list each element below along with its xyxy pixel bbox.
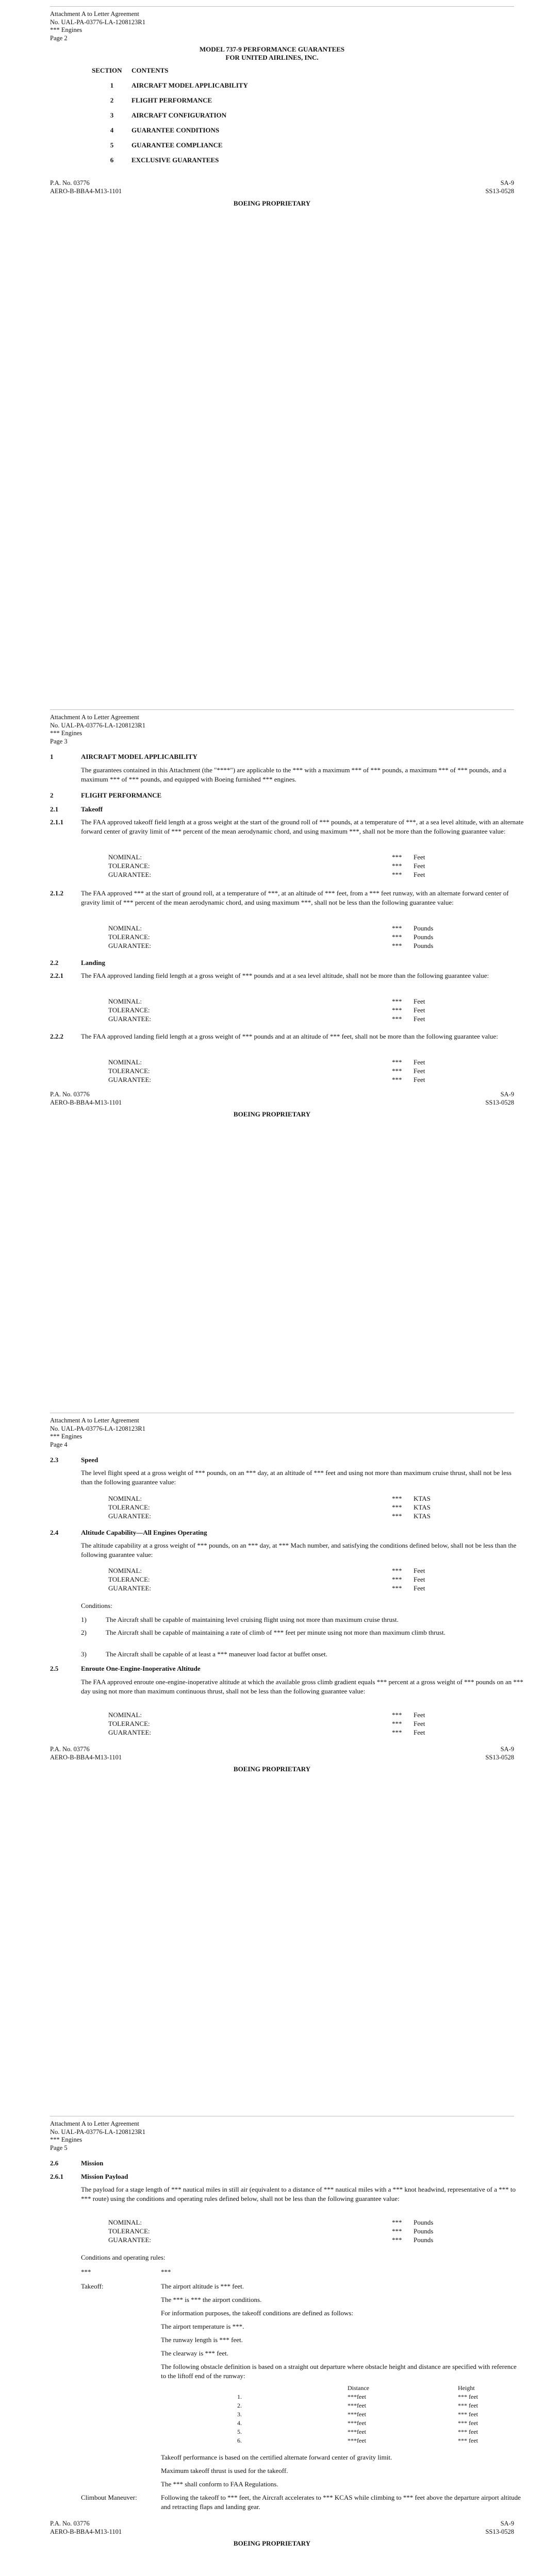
list-item: The Aircraft shall be capable of maintaining a rate of climb of *** feet per minute using not more than maximum climb thrust. [106, 1629, 446, 1636]
climbout-label: Climbout Maneuver: [81, 2494, 137, 2501]
toc-contents-heading: CONTENTS [131, 66, 169, 74]
page-number: Page 5 [50, 2144, 68, 2151]
document-page: Attachment A to Letter Agreement No. UAL-PA-03776-LA-1208123R1 *** Engines Page 5 2.6 Mission 2.6.1 Mission Payload The payload for a stage length of *** nautical miles in still air (equivalent to a distance of *** nautical miles with a *** knot headwind, representative of a *** to *** route) using the conditions and operating rules defined below, shall not be less than the following guarantee value: NOMINAL: *** Pounds TOLERANCE: *** Pounds GUARANTEE: *** Pounds Conditions and operating rules: *** *** Takeoff: The airport altitude is *** feet. The *** is *** the airport conditions. For information purposes, the takeoff conditions are defined as follows: The airport temperature is ***. The runway length is *** feet. The clearway is *** feet. The following obstacle definition is based on a straight out departure where obstacle height and distance are specified with reference to the liftoff end of the runway: Distance Height 1. ***feet *** feet 2. ***feet *** feet 3. ***feet *** feet 4. ***feet *** feet 5. ***feet *** feet 6. ***feet *** feet Takeoff performance is based on the certified alternate forward center of gravity limit. Maximum takeoff thrust is used for the takeoff. The *** shall conform to FAA Regulations. Climbout Maneuver: Following the takeoff to *** feet, the Aircraft accelerates to *** KCAS while climbing to *** feet above the departure airport altitude and retracting flaps and landing gear. P.A. No. 03776 AERO-B-BBA4-M13-1101 SA-9 SS13-0528 BOEING PROPRIETARY [0, 2110, 544, 2576]
section-heading: Speed [81, 1456, 98, 1464]
redacted-label: *** [81, 2268, 91, 2276]
toc-number: 1 [110, 81, 114, 89]
toc-number: 5 [110, 141, 114, 149]
section-heading: Mission [81, 2159, 104, 2167]
section-number: 2.1.1 [50, 818, 63, 826]
climbout-text: Following the takeoff to *** feet, the Aircraft accelerates to *** KCAS while climbing to *** feet above the departure airport altitude and retracting flaps and landing gear. [161, 2494, 521, 2511]
footer-left: P.A. No. 03776 AERO-B-BBA4-M13-1101 [50, 179, 122, 195]
page-header: Attachment A to Letter Agreement No. UAL-PA-03776-LA-1208123R1 *** Engines Page 5 [50, 2120, 145, 2151]
toc-entry: GUARANTEE CONDITIONS [131, 126, 220, 134]
paragraph: The FAA approved takeoff field length at a gross weight at the start of the ground roll of *** pounds, at a temperature of ***, at a sea level altitude, with an alternate forward center of gravity limit of *** percent of the mean aerodynamic chord, and using maximum ***, shall not be more than the following guarantee value: [81, 818, 524, 835]
section-number: 2.4 [50, 1529, 59, 1536]
paragraph: The altitude capability at a gross weight of *** pounds, on an *** day, at *** Mach number, and satisfying the conditions defined below, shall not be less than the following guarantee value: [81, 1541, 517, 1558]
document-page: Attachment A to Letter Agreement No. UAL-PA-03776-LA-1208123R1 *** Engines Page 4 2.3 Speed The level flight speed at a gross weight of *** pounds, on an *** day, at an altitude of *** feet and using not more than maximum cruise thrust, shall not be less than the following guarantee value: NOMINAL: *** KTAS TOLERANCE: *** KTAS GUARANTEE: *** KTAS 2.4 Altitude Capability—All Engines Operating The altitude capability at a gross weight of *** pounds, on an *** day, at *** Mach number, and satisfying the conditions defined below, shall not be less than the following guarantee value: NOMINAL: *** Feet TOLERANCE: *** Feet GUARANTEE: *** Feet Conditions: 1) The Aircraft shall be capable of maintaining level cruising flight using not more than maximum cruise thrust. 2) The Aircraft shall be capable of maintaining a rate of climb of *** feet per minute using not more than maximum climb thrust. 3) The Aircraft shall be capable of at least a *** maneuver load factor at buffet onset. 2.5 Enroute One-Engine-Inoperative Altitude The FAA approved enroute one-engine-inoperative altitude at which the available gross climb gradient equals *** percent at a gross weight of *** pounds on an *** day using not more than maximum continuous thrust, shall not be less than the following guarantee value: NOMINAL: *** Feet TOLERANCE: *** Feet GUARANTEE: *** Feet P.A. No. 03776 AERO-B-BBA4-M13-1101 SA-9 SS13-0528 BOEING PROPRIETARY [0, 1406, 544, 2110]
page-number: Page 2 [50, 34, 68, 42]
section-number: 2.1.2 [50, 889, 63, 897]
obstacle-distance: ***feet [348, 2437, 366, 2444]
obstacle-height: *** feet [458, 2428, 478, 2435]
obstacle-distance: ***feet [348, 2402, 366, 2409]
document-page [0, 0, 544, 703]
obstacle-distance: ***feet [348, 2393, 366, 2400]
redacted-value: *** [161, 2268, 171, 2276]
proprietary-notice: BOEING PROPRIETARY [233, 1765, 311, 1773]
list-item: Takeoff performance is based on the certified alternate forward center of gravity limit. [161, 2453, 392, 2461]
page-header: Attachment A to Letter Agreement No. UAL-PA-03776-LA-1208123R1 *** Engines Page 4 [50, 1417, 145, 1448]
paragraph: The FAA approved landing field length at a gross weight of *** pounds and at a sea level altitude, shall not be more than the following guarantee value: [81, 972, 489, 979]
list-item: The *** is *** the airport conditions. [161, 2296, 262, 2303]
footer-left: P.A. No. 03776 AERO-B-BBA4-M13-1101 [50, 1091, 122, 1106]
section-number: 2.1 [50, 805, 59, 813]
list-item: The airport altitude is *** feet. [161, 2282, 244, 2290]
section-number: 2.2 [50, 959, 59, 967]
footer-left: P.A. No. 03776 AERO-B-BBA4-M13-1101 [50, 2520, 122, 2535]
obstacle-distance-header: Distance [348, 2384, 369, 2392]
takeoff-label: Takeoff: [81, 2282, 104, 2290]
paragraph: The level flight speed at a gross weight of *** pounds, on an *** day, at an altitude of *** feet and using not more than maximum cruise thrust, shall not be less than the following guarantee value: [81, 1469, 512, 1486]
list-item: The following obstacle definition is based on a straight out departure where obstacle height and distance are specified with reference to the liftoff end of the runway: [161, 2363, 517, 2380]
page-number: Page 4 [50, 1440, 68, 1448]
toc-number: 6 [110, 156, 114, 164]
section-number: 2.5 [50, 1665, 59, 1672]
toc-entry: EXCLUSIVE GUARANTEES [131, 156, 219, 164]
list-item: Maximum takeoff thrust is used for the takeoff. [161, 2467, 288, 2475]
list-item: The *** shall conform to FAA Regulations. [161, 2480, 278, 2488]
paragraph: The guarantees contained in this Attachment (the "****") are applicable to the *** with a maximum *** of *** pounds, a maximum *** of *** pounds, and a maximum *** of *** pounds, and equipped with Boeing furnished *** engines. [81, 766, 506, 783]
conditions-label: Conditions and operating rules: [81, 2253, 166, 2261]
footer-left: P.A. No. 03776 AERO-B-BBA4-M13-1101 [50, 1745, 122, 1761]
list-item: The Aircraft shall be capable of maintaining level cruising flight using not more than maximum cruise thrust. [106, 1616, 399, 1623]
list-item: The Aircraft shall be capable of at least a *** maneuver load factor at buffet onset. [106, 1650, 328, 1658]
toc-entry: AIRCRAFT MODEL APPLICABILITY [131, 81, 248, 89]
obstacle-height: *** feet [458, 2402, 478, 2409]
obstacle-distance: ***feet [348, 2411, 366, 2418]
conditions-label: Conditions: [81, 1602, 112, 1609]
obstacle-distance: ***feet [348, 2428, 366, 2435]
proprietary-notice: BOEING PROPRIETARY [233, 1110, 311, 1118]
section-heading: AIRCRAFT MODEL APPLICABILITY [81, 753, 197, 760]
list-item: The airport temperature is ***. [161, 2323, 244, 2330]
obstacle-row-number: 6. [237, 2437, 242, 2444]
toc-number: 3 [110, 111, 114, 119]
section-heading: Landing [81, 959, 105, 967]
list-item: The runway length is *** feet. [161, 2336, 243, 2344]
toc-number: 4 [110, 126, 114, 134]
section-number: 2.6 [50, 2159, 59, 2167]
obstacle-row-number: 3. [237, 2411, 242, 2418]
page-header: Attachment A to Letter Agreement No. UAL-PA-03776-LA-1208123R1 *** Engines Page 2 [50, 10, 145, 42]
document-page: Attachment A to Letter Agreement No. UAL-PA-03776-LA-1208123R1 *** Engines Page 3 1 AIRCRAFT MODEL APPLICABILITY The guarantees contained in this Attachment (the "****") are applicable to the *** with a maximum *** of *** pounds, a maximum *** of *** pounds, and a maximum *** of *** pounds, and equipped with Boeing furnished *** engines. 2 FLIGHT PERFORMANCE 2.1 Takeoff 2.1.1 The FAA approved takeoff field length at a gross weight at the start of the ground roll of *** pounds, at a temperature of ***, at a sea level altitude, with an alternate forward center of gravity limit of *** percent of the mean aerodynamic chord, and using maximum ***, shall not be more than the following guarantee value: NOMINAL: *** Feet TOLERANCE: *** Feet GUARANTEE: *** Feet 2.1.2 The FAA approved *** at the start of ground roll, at a temperature of ***, at an altitude of *** feet, from a *** feet runway, with an alternate forward center of gravity limit of *** percent of the mean aerodynamic chord, and using maximum ***, shall not be less than the following guarantee value: NOMINAL: *** Pounds TOLERANCE: *** Pounds GUARANTEE: *** Pounds 2.2 Landing 2.2.1 The FAA approved landing field length at a gross weight of *** pounds and at a sea level altitude, shall not be more than the following guarantee value: NOMINAL: *** Feet TOLERANCE: *** Feet GUARANTEE: *** Feet 2.2.2 The FAA approved landing field length at a gross weight of *** pounds and at an altitude of *** feet, shall not be more than the following guarantee value: NOMINAL: *** Feet TOLERANCE: *** Feet GUARANTEE: *** Feet P.A. No. 03776 AERO-B-BBA4-M13-1101 SA-9 SS13-0528 BOEING PROPRIETARY [0, 703, 544, 1406]
proprietary-notice: BOEING PROPRIETARY [233, 199, 311, 207]
header-rule [50, 709, 514, 710]
footer-right: SA-9 SS13-0528 [485, 179, 514, 195]
obstacle-distance: ***feet [348, 2419, 366, 2427]
page-number: Page 3 [50, 737, 68, 745]
section-number: 2.2.2 [50, 1032, 63, 1040]
list-item: The clearway is *** feet. [161, 2349, 229, 2357]
obstacle-row-number: 2. [237, 2402, 242, 2409]
section-number: 1 [50, 753, 54, 760]
section-heading: FLIGHT PERFORMANCE [81, 791, 162, 799]
section-number: 2.2.1 [50, 972, 63, 979]
obstacle-height: *** feet [458, 2393, 478, 2400]
obstacle-height-header: Height [458, 2384, 475, 2392]
toc-entry: GUARANTEE COMPLIANCE [131, 141, 223, 149]
section-number: 2.3 [50, 1456, 59, 1464]
section-heading: Takeoff [81, 805, 103, 813]
toc-entry: FLIGHT PERFORMANCE [131, 96, 212, 104]
header-rule [50, 6, 514, 7]
section-heading: Mission Payload [81, 2173, 128, 2180]
page-header: Attachment A to Letter Agreement No. UAL-PA-03776-LA-1208123R1 *** Engines Page 3 [50, 714, 145, 745]
section-number: 2 [50, 791, 54, 799]
obstacle-height: *** feet [458, 2437, 478, 2444]
paragraph: The FAA approved enroute one-engine-inoperative altitude at which the available gross climb gradient equals *** percent at a gross weight of *** pounds on an *** day using not more than maximum continuous thrust, shall not be less than the following guarantee value: [81, 1678, 523, 1695]
section-heading: Enroute One-Engine-Inoperative Altitude [81, 1665, 201, 1672]
obstacle-row-number: 4. [237, 2419, 242, 2427]
obstacle-height: *** feet [458, 2419, 478, 2427]
obstacle-height: *** feet [458, 2411, 478, 2418]
section-number: 2.6.1 [50, 2173, 63, 2180]
paragraph: The payload for a stage length of *** nautical miles in still air (equivalent to a distance of *** nautical miles with a *** knot headwind, representative of a *** to *** route) using the conditions and operating rules defined below, shall not be less than the following guarantee value: [81, 2185, 516, 2202]
proprietary-notice: BOEING PROPRIETARY [233, 2539, 311, 2547]
section-heading: Altitude Capability—All Engines Operating [81, 1529, 207, 1536]
obstacle-row-number: 5. [237, 2428, 242, 2435]
paragraph: The FAA approved landing field length at a gross weight of *** pounds and at an altitude of *** feet, shall not be more than the following guarantee value: [81, 1032, 498, 1040]
footer-right: SA-9 SS13-0528 [485, 2520, 514, 2535]
footer-right: SA-9 SS13-0528 [485, 1745, 514, 1761]
obstacle-row-number: 1. [237, 2393, 242, 2400]
list-item: For information purposes, the takeoff conditions are defined as follows: [161, 2309, 354, 2317]
toc-entry: AIRCRAFT CONFIGURATION [131, 111, 227, 119]
document-title: MODEL 737-9 PERFORMANCE GUARANTEES FOR UNITED AIRLINES, INC. [199, 45, 345, 62]
toc-number: 2 [110, 96, 114, 104]
footer-right: SA-9 SS13-0528 [485, 1091, 514, 1106]
toc-section-heading: SECTION [92, 66, 122, 74]
paragraph: The FAA approved *** at the start of ground roll, at a temperature of ***, at an altitude of *** feet, from a *** feet runway, with an alternate forward center of gravity limit of *** percent of the mean aerodynamic chord, and using maximum ***, shall not be less than the following guarantee value: [81, 889, 509, 906]
